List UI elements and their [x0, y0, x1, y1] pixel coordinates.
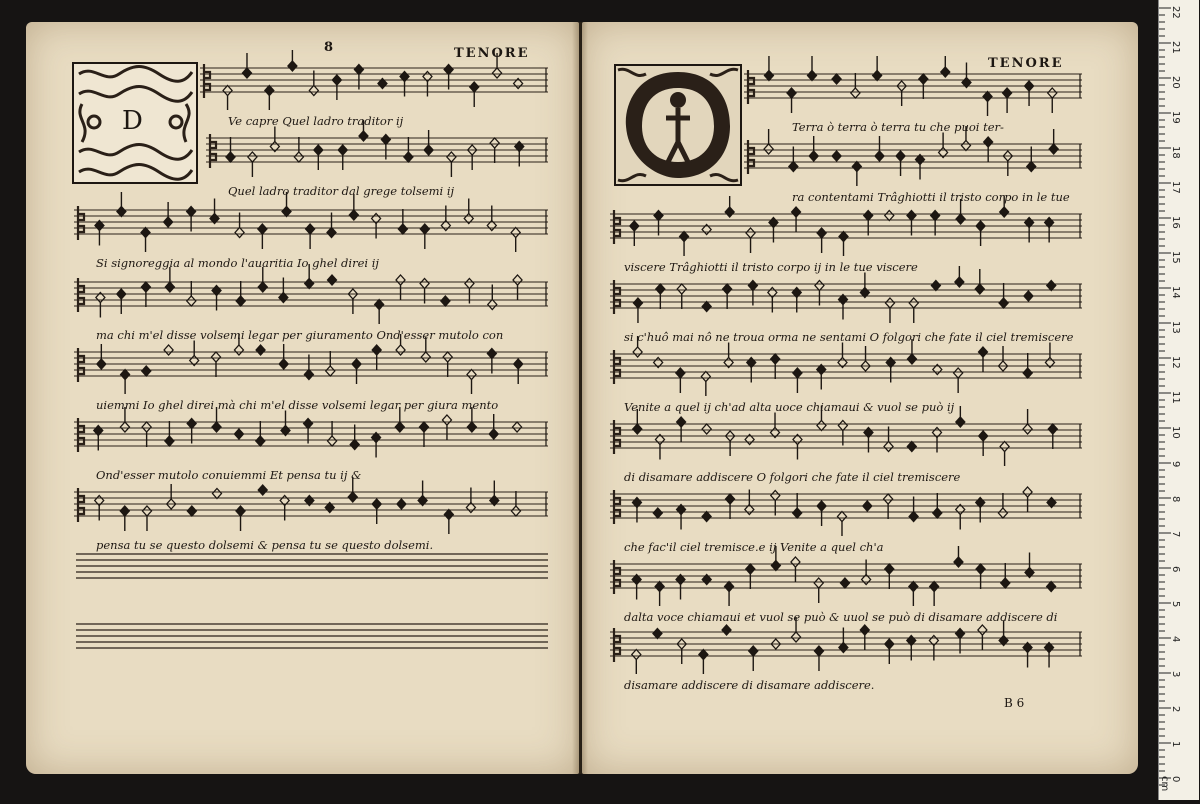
c-clef-icon: [78, 418, 84, 452]
ruler-number: 10: [1170, 426, 1181, 439]
note-head: [465, 279, 474, 289]
note-head: [279, 359, 288, 369]
note-head: [490, 138, 499, 148]
note-head: [349, 210, 358, 220]
c-clef-icon: [614, 210, 620, 244]
note-head: [771, 491, 780, 501]
note-head: [1027, 162, 1036, 172]
note-head: [142, 366, 151, 376]
c-clef-icon: [614, 420, 620, 454]
note-head: [306, 224, 315, 234]
note-head: [884, 494, 893, 504]
note-head: [838, 421, 847, 431]
note-head: [511, 228, 520, 238]
note-head: [487, 349, 496, 359]
note-head: [852, 162, 861, 172]
note-head: [748, 281, 757, 291]
note-head: [350, 440, 359, 450]
note-head: [931, 281, 940, 291]
note-head: [396, 345, 405, 355]
note-head: [979, 431, 988, 441]
note-head: [873, 71, 882, 81]
note-head: [511, 506, 520, 516]
right-lyric-line-7: che fac'il ciel tremisce.e ij Venite a quel ch'a: [624, 540, 884, 554]
left-staff-1: [200, 50, 548, 110]
book-gutter: [572, 22, 588, 774]
note-head: [309, 86, 318, 96]
note-head: [294, 152, 303, 162]
ruler-number: 19: [1170, 111, 1181, 124]
note-head: [875, 151, 884, 161]
note-head: [212, 489, 221, 499]
note-head: [443, 352, 452, 362]
note-head: [832, 74, 841, 84]
note-head: [837, 512, 846, 522]
left-lyric-line-2: Quel ladro traditor dal grege tolsemi ij: [228, 184, 455, 198]
note-head: [976, 564, 985, 574]
note-head: [187, 207, 196, 217]
note-head: [1000, 207, 1009, 217]
note-head: [467, 422, 476, 432]
note-head: [998, 508, 1007, 518]
note-head: [807, 71, 816, 81]
note-head: [956, 629, 965, 639]
note-head: [746, 564, 755, 574]
right-staff-2: [744, 126, 1082, 186]
note-head: [372, 345, 381, 355]
right-lyric-line-9: disamare addiscere di disamare addiscere.: [624, 678, 875, 692]
ruler-number: 17: [1170, 181, 1181, 194]
note-head: [338, 145, 347, 155]
note-head: [304, 370, 313, 380]
note-head: [288, 61, 297, 71]
note-head: [815, 281, 824, 291]
note-head: [771, 561, 780, 571]
note-head: [653, 508, 662, 518]
note-head: [420, 279, 429, 289]
note-head: [791, 557, 800, 567]
note-head: [424, 145, 433, 155]
note-head: [975, 284, 984, 294]
note-head: [909, 512, 918, 522]
note-head: [725, 207, 734, 217]
note-head: [304, 419, 313, 429]
note-head: [381, 135, 390, 145]
note-head: [489, 429, 498, 439]
ruler-number: 14: [1170, 286, 1181, 299]
note-head: [654, 211, 663, 221]
note-head: [723, 284, 732, 294]
right-staff-7: [610, 476, 1082, 536]
right-lyric-line-8: dalta voce chiamaui et vuol se può & uuol se può di disamare addiscere di: [624, 610, 1058, 624]
note-head: [630, 221, 639, 231]
note-head: [314, 145, 323, 155]
note-head: [983, 92, 992, 102]
page-signature: B 6: [1004, 696, 1025, 710]
note-head: [375, 300, 384, 310]
note-head: [793, 508, 802, 518]
note-head: [444, 65, 453, 75]
note-head: [909, 582, 918, 592]
note-head: [236, 296, 245, 306]
note-head: [328, 436, 337, 446]
right-staff-4: [610, 266, 1082, 326]
note-head: [211, 352, 220, 362]
left-staff-5: [74, 334, 548, 394]
c-clef-icon: [614, 350, 620, 384]
left-page-number: 8: [324, 40, 336, 55]
left-staff-4: [74, 264, 548, 324]
left-lyric-line-4: ma chi m'el disse volsemi legar per giuramento Ond'esser mutolo con: [96, 328, 504, 342]
note-head: [442, 415, 451, 425]
left-staff-2: [206, 120, 548, 180]
note-head: [919, 74, 928, 84]
empty-staff-1: [76, 548, 548, 588]
c-clef-icon: [78, 488, 84, 522]
note-head: [633, 298, 642, 308]
note-head: [907, 442, 916, 452]
note-head: [141, 282, 150, 292]
note-head: [256, 436, 265, 446]
ruler-number: 21: [1170, 41, 1181, 54]
note-head: [120, 506, 129, 516]
note-head: [236, 506, 245, 516]
note-head: [97, 359, 106, 369]
note-head: [121, 370, 130, 380]
note-head: [676, 368, 685, 378]
note-head: [1047, 281, 1056, 291]
empty-staff-2: [76, 618, 548, 658]
note-head: [699, 650, 708, 660]
note-head: [447, 152, 456, 162]
note-head: [771, 354, 780, 364]
note-head: [327, 228, 336, 238]
note-head: [792, 632, 801, 642]
note-head: [404, 152, 413, 162]
ruler-number: 11: [1170, 391, 1181, 404]
note-head: [326, 366, 335, 376]
note-head: [328, 275, 337, 285]
note-head: [332, 75, 341, 85]
ruler-number: 18: [1170, 146, 1181, 159]
note-head: [234, 345, 243, 355]
note-head: [352, 359, 361, 369]
c-clef-icon: [748, 140, 754, 174]
note-head: [142, 422, 151, 432]
note-head: [514, 359, 523, 369]
note-head: [256, 345, 265, 355]
note-head: [851, 88, 860, 98]
right-staff-8: [610, 546, 1082, 606]
left-voice-heading: TENORE: [454, 46, 530, 61]
ruler-number: 20: [1170, 76, 1181, 89]
right-staff-6: [610, 406, 1082, 466]
note-head: [212, 422, 221, 432]
ruler-number: 4: [1170, 636, 1181, 643]
note-head: [655, 582, 664, 592]
ruler-number: 16: [1170, 216, 1181, 229]
c-clef-icon: [614, 490, 620, 524]
note-head: [1023, 487, 1032, 497]
note-head: [817, 228, 826, 238]
right-staff-1: [744, 56, 1082, 116]
note-head: [398, 224, 407, 234]
note-head: [305, 279, 314, 289]
note-head: [896, 151, 905, 161]
note-head: [258, 224, 267, 234]
left-lyric-line-7: pensa tu se questo dolsemi & pensa tu se questo dolsemi.: [96, 538, 434, 552]
note-head: [1000, 442, 1009, 452]
note-head: [764, 144, 773, 154]
note-head: [933, 508, 942, 518]
c-clef-icon: [614, 280, 620, 314]
note-head: [1023, 424, 1032, 434]
note-head: [884, 442, 893, 452]
note-head: [909, 298, 918, 308]
note-head: [984, 137, 993, 147]
decorated-initial-d: [72, 62, 198, 184]
note-head: [242, 68, 251, 78]
note-head: [702, 512, 711, 522]
note-head: [632, 650, 641, 660]
note-head: [1023, 368, 1032, 378]
left-lyric-line-5: uiemmi Io ghel direi mà chi m'el disse volsemi legar per giura mento: [96, 398, 499, 412]
left-staff-7: [74, 474, 548, 534]
ruler-number: 2: [1170, 706, 1181, 713]
note-head: [235, 228, 244, 238]
c-clef-icon: [210, 134, 216, 168]
note-head: [348, 492, 357, 502]
ruler-number: 0 cm: [1159, 776, 1181, 792]
note-head: [789, 162, 798, 172]
decorated-initial-o: [614, 64, 742, 186]
right-voice-heading: TENORE: [988, 56, 1064, 71]
note-head: [677, 417, 686, 427]
note-head: [677, 284, 686, 294]
note-head: [930, 582, 939, 592]
note-head: [265, 86, 274, 96]
c-clef-icon: [78, 206, 84, 240]
right-lyric-line-6: di disamare addiscere O folgori che fate il ciel tremiscere: [624, 470, 961, 484]
note-head: [749, 646, 758, 656]
note-head: [234, 429, 243, 439]
c-clef-icon: [748, 70, 754, 104]
note-head: [142, 506, 151, 516]
note-head: [397, 499, 406, 509]
note-head: [372, 499, 381, 509]
note-head: [467, 370, 476, 380]
note-head: [680, 232, 689, 242]
right-lyric-line-5: Venite a quel ij ch'ad alta uoce chiamaui & vuol se può ij: [624, 400, 955, 414]
note-head: [793, 368, 802, 378]
note-head: [839, 232, 848, 242]
note-head: [864, 211, 873, 221]
note-head: [885, 298, 894, 308]
note-head: [1024, 291, 1033, 301]
note-head: [941, 67, 950, 77]
note-head: [354, 65, 363, 75]
note-head: [226, 152, 235, 162]
note-head: [1049, 144, 1058, 154]
note-head: [702, 302, 711, 312]
note-head: [722, 625, 731, 635]
note-head: [396, 275, 405, 285]
ruler-number: 5: [1170, 601, 1181, 608]
ruler-number: 1: [1170, 741, 1181, 748]
left-staff-3: [74, 192, 548, 252]
note-head: [885, 564, 894, 574]
note-head: [961, 141, 970, 151]
note-head: [633, 424, 642, 434]
note-head: [725, 582, 734, 592]
note-head: [248, 152, 257, 162]
note-head: [258, 282, 267, 292]
note-head: [1001, 578, 1010, 588]
right-staff-3: [610, 196, 1082, 256]
note-head: [120, 422, 129, 432]
ruler-number: 13: [1170, 321, 1181, 334]
note-head: [513, 422, 522, 432]
ruler-number: 9: [1170, 461, 1181, 468]
note-head: [885, 211, 894, 221]
note-head: [633, 347, 642, 357]
note-head: [421, 352, 430, 362]
note-head: [832, 151, 841, 161]
note-head: [117, 289, 126, 299]
left-staff-6: [74, 404, 548, 464]
left-lyric-line-3: Si signoreggia al mondo l'auaritia Io ghel direi ij: [96, 256, 379, 270]
c-clef-icon: [78, 348, 84, 382]
c-clef-icon: [614, 560, 620, 594]
note-head: [702, 424, 711, 434]
right-lyric-line-3: viscere Trâghiotti il tristo corpo ij in le tue viscere: [624, 260, 918, 274]
note-head: [907, 354, 916, 364]
note-head: [817, 421, 826, 431]
right-staff-5: [610, 336, 1082, 396]
note-head: [746, 228, 755, 238]
note-head: [493, 68, 502, 78]
ruler-number: 3: [1170, 671, 1181, 678]
note-head: [187, 506, 196, 516]
left-lyric-line-1: Ve capre Quel ladro traditor ij: [228, 114, 404, 128]
note-head: [165, 436, 174, 446]
note-head: [976, 221, 985, 231]
note-head: [513, 275, 522, 285]
note-head: [787, 88, 796, 98]
note-head: [164, 217, 173, 227]
note-head: [860, 625, 869, 635]
note-head: [885, 639, 894, 649]
note-head: [863, 501, 872, 511]
note-head: [282, 207, 291, 217]
ruler-number: 6: [1170, 566, 1181, 573]
note-head: [444, 510, 453, 520]
c-clef-icon: [204, 64, 210, 98]
note-head: [999, 298, 1008, 308]
note-head: [656, 284, 665, 294]
note-head: [978, 347, 987, 357]
note-head: [931, 211, 940, 221]
note-head: [488, 300, 497, 310]
note-head: [764, 71, 773, 81]
note-head: [164, 345, 173, 355]
note-head: [817, 501, 826, 511]
ruler-number: 22: [1170, 6, 1181, 19]
note-head: [954, 368, 963, 378]
note-head: [954, 557, 963, 567]
note-head: [726, 494, 735, 504]
note-head: [1047, 582, 1056, 592]
note-head: [840, 578, 849, 588]
note-head: [956, 214, 965, 224]
note-head: [701, 372, 710, 382]
note-head: [814, 646, 823, 656]
note-head: [814, 578, 823, 588]
note-head: [141, 228, 150, 238]
note-head: [907, 211, 916, 221]
note-head: [809, 151, 818, 161]
note-head: [1048, 424, 1057, 434]
note-head: [223, 86, 232, 96]
ruler-number: 15: [1170, 251, 1181, 264]
figure-ornament: [616, 66, 740, 184]
note-head: [956, 417, 965, 427]
note-head: [470, 82, 479, 92]
note-head: [441, 296, 450, 306]
right-lyric-line-1: Terra ò terra ò terra tu che puoi ter-: [792, 120, 1004, 134]
initial-letter-d: D: [122, 106, 143, 136]
note-head: [187, 419, 196, 429]
note-head: [1003, 88, 1012, 98]
note-head: [653, 629, 662, 639]
ruler-number: 7: [1170, 531, 1181, 538]
ruler-number: 12: [1170, 356, 1181, 369]
note-head: [359, 131, 368, 141]
note-head: [792, 207, 801, 217]
note-head: [955, 277, 964, 287]
note-head: [419, 422, 428, 432]
note-head: [395, 422, 404, 432]
note-head: [187, 296, 196, 306]
right-staff-9: [610, 614, 1082, 674]
c-clef-icon: [614, 628, 620, 662]
note-head: [117, 207, 126, 217]
c-clef-icon: [78, 278, 84, 312]
measurement-ruler: [1158, 0, 1199, 800]
right-lyric-line-4: si c'huô mai nô ne troua orma ne sentami O folgori che fate il ciel tremiscere: [624, 330, 1074, 344]
note-head: [978, 625, 987, 635]
ruler-number: 8: [1170, 496, 1181, 503]
note-head: [165, 282, 174, 292]
note-head: [1025, 81, 1034, 91]
left-lyric-line-6: Ond'esser mutolo conuiemmi Et pensa tu ij &: [96, 468, 362, 482]
note-head: [420, 224, 429, 234]
note-head: [1048, 88, 1057, 98]
note-head: [258, 485, 267, 495]
right-lyric-line-2: ra contentami Trâghiotti il tristo corpo in le tue: [792, 190, 1070, 204]
